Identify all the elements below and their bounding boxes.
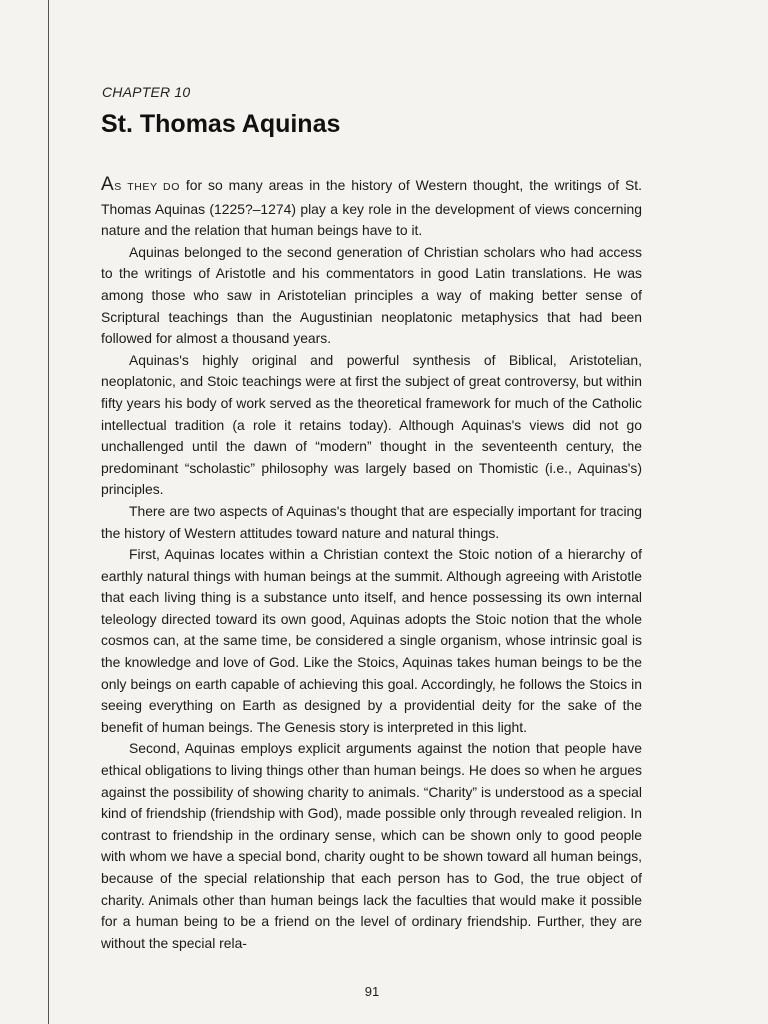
lead-small-caps: S THEY DO	[114, 181, 180, 193]
lead-initial: A	[101, 174, 115, 195]
paragraph-1-text: for so many areas in the history of Western thought, the writings of St. Thomas Aquinas (1225?–1274) play a key role in the development of views concerning nature and the relation that human beings have to it.	[101, 177, 642, 239]
gutter-line	[48, 0, 49, 1024]
paragraph-4: There are two aspects of Aquinas's thought that are especially important for tracing the history of Western attitudes toward nature and natural things.	[101, 502, 642, 541]
paragraph-3: Aquinas's highly original and powerful synthesis of Biblical, Aristotelian, neoplatonic, and Stoic teachings were at first the subject of great controversy, but within fifty years his body of work served as the theoretical framework for much of the Catholic intellectual tradition (a role it retains today). Although Aquinas's views did not go unchallenged until the dawn of “modern” thought in the seventeenth century, the predominant “scholastic” philosophy was largely based on Thomistic (i.e., Aquinas's) principles.	[101, 351, 642, 498]
paragraph-2: Aquinas belonged to the second generation of Christian scholars who had access to the writings of Aristotle and his commentators in good Latin translations. He was among those who saw in Aristotelian principles a way of making better sense of Scriptural teachings than the Augustinian neoplatonic metaphysics that had been followed for almost a thousand years.	[101, 243, 642, 347]
page-number: 91	[364, 984, 380, 999]
body-text	[101, 174, 642, 954]
chapter-label: CHAPTER 10	[102, 84, 191, 100]
paragraph-1	[101, 174, 642, 242]
paragraph-5: First, Aquinas locates within a Christian context the Stoic notion of a hierarchy of earthly natural things with human beings at the summit. Although agreeing with Aristotle that each living thing is a substance unto itself, and hence possessing its own internal teleology directed toward its own good, Aquinas adopts the Stoic notion that the whole cosmos can, at the same time, be considered a single organism, whose intrinsic goal is the knowledge and love of God. Like the Stoics, Aquinas takes human beings to be the only beings on earth capable of achieving this goal. Accordingly, he follows the Stoics in seeing everything on Earth as designed by a providential deity for the sake of the benefit of human beings. The Genesis story is interpreted in this light.	[101, 546, 642, 735]
paragraph-6: Second, Aquinas employs explicit arguments against the notion that people have ethical obligations to living things other than human beings. He does so when he argues against the possibility of showing charity to animals. “Charity” is understood as a special kind of friendship (friendship with God), made possible only through revealed religion. In contrast to friendship in the ordinary sense, which can be shown only to good people with whom we have a special bond, charity ought to be shown toward all human beings, because of the special relationship that each person has to God, the true object of charity. Animals other than human beings lack the faculties that would make it possible for a human being to be a friend on the level of ordinary friendship. Further, they are without the special rela-	[101, 740, 642, 951]
chapter-title: St. Thomas Aquinas	[101, 110, 341, 138]
